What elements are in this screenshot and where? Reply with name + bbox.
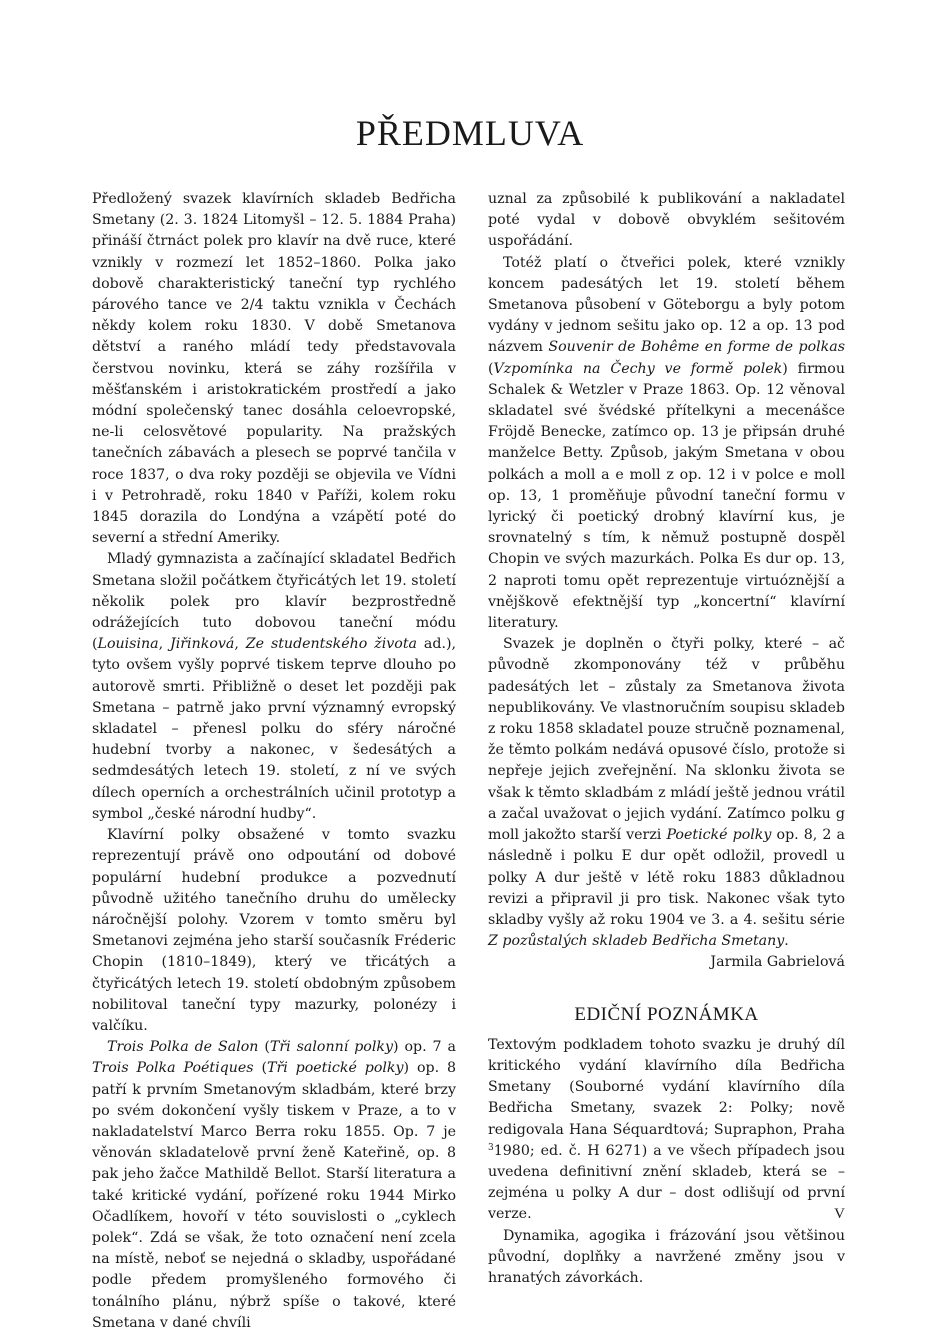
right-column	[488, 189, 845, 1289]
page-title: PŘEDMLUVA	[355, 113, 585, 153]
author-signature: Jarmila Gabrielová	[710, 954, 845, 971]
paragraph: Předložený svazek klavírních skladeb Bedřicha Smetany (2. 3. 1824 Litomyšl – 12. 5. 1884 Praha) přináší čtrnáct polek pro klavír na dvě ruce, které vznikly v rozmezí let 1852–1860. Polka jako dobově charakteristický taneční typ rychlého párového tance ve 2/4 taktu vznikla v Čechách někdy kolem roku 1830. V době Smetanova dětství a raného mládí tedy představovala čerstvou novinku, která se záhy rozšířila v měšťanském i aristokratickém prostředí a jako módní společenský tanec dosáhla celoevropské, ne-li celosvětové popularity. Na pražských tanečních zábavách a plesech se poprvé tančila v roce 1837, o dva roky později se objevila ve Vídni i v Petrohradě, roku 1840 v Paříži, kolem roku 1845 dorazila do Londýna a vzápětí poté do severní a střední Ameriky.	[92, 191, 456, 547]
paragraph: Trois Polka de Salon (Tři salonní polky) op. 7 a Trois Polka Poétiques (Tři poetické polky) op. 8 patří k prvním Smetanovým skladbám, které brzy po svém dokončení vyšly tiskem v Praze, a to v nakladatelství Marco Berra roku 1855. Op. 7 je věnován skladatelově první ženě Kateřině, op. 8 pak jeho žačce Mathildě Bellot. Starší literatura a také kritické vydání, pořízené roku 1944 Mirko Očadlíkem, hovoří v této souvislosti o „cyklech polek“. Zdá se však, že toto označení není zcela na místě, neboť se nejedná o skladby, uspořádané podle předem promyšleného formového či tonálního plánu, nýbrž spíše o takové, které Smetana v dané chvíli	[92, 1039, 457, 1331]
section-heading: EDIČNÍ POZNÁMKA	[574, 1003, 759, 1025]
paragraph: Mladý gymnazista a začínající skladatel Bedřich Smetana složil počátkem čtyřicátých let 19. století několik polek pro klavír bezprostředně odrážejících tuto dobovou taneční módu (Louisina, Jiřinková, Ze studentského života ad.), tyto ovšem vyšly poprvé tiskem teprve dlouho po autorově smrti. Přibližně o deset let později pak Smetana – patrně jako první významný evropský skladatel – přenesl polku do sféry náročné hudební tvorby a nakonec, v šedesátých a sedmdesátých letech 19. století, z ní ve svých dílech operních a orchestrálních učinil prototyp a symbol „české národní hudby“.	[92, 551, 456, 822]
paragraph: Totéž platí o čtveřici polek, které vznikly koncem padesátých let 19. století během Smetanova působení v Göteborgu a byly potom vydány v jednom sešitu jako op. 12 a op. 13 pod názvem Souvenir de Bohême en forme de polkas (Vzpomínka na Čechy ve formě polek) firmou Schalek & Wetzler v Praze 1863. Op. 12 věnoval skladatel své švédské přítelkyni a mecenášce Fröjdě Benecke, zatímco op. 13 je připsán druhé manželce Betty. Způsob, jakým Smetana v obou polkách a moll a e moll z op. 12 i v polce e moll op. 13, 1 proměňuje původní taneční formu v lyrický či poetický drobný klavírní kus, je srovnatelný s tím, k němuž postupně dospěl Chopin ve svých mazurkách. Polka Es dur op. 13, 2 naproti tomu opět reprezentuje virtuóznější a vnějškově efektnější typ „koncertní“ klavírní literatury.	[488, 254, 845, 632]
paragraph: Klavírní polky obsažené v tomto svazku reprezentují právě ono odpoutání od dobové populární hudební produkce a pozvednutí původně užitého tanečního druhu do umělecky náročnější polohy. Vzorem v tomto směru byl Smetanovi zejména jeho starší současník Fréderic Chopin (1810–1849), který ve třicátých a čtyřicátých letech 19. století obdobným způsobem nobilitoval taneční typy mazurky, polonézy i valčíku.	[92, 827, 456, 1034]
paragraph: uznal za způsobilé k publikování a nakladatel poté vydal v dobově obvyklém sešitovém uspořádání.	[488, 191, 845, 250]
page-number: V	[834, 1206, 845, 1222]
paragraph: Textovým podkladem tohoto svazku je druhý díl kritického vydání klavírního díla Bedřicha Smetany (Souborné vydání klavírního díla Bedřicha Smetany, svazek 2: Polky; nově redigovala Hana Séquardtová; Supraphon, Praha $^3$1980; ed. č. H 6271) a ve všech případech jsou uvedena definitivní znění skladeb, která se – zejména u polky A dur – dost odlišují od první verze.	[488, 1036, 845, 1223]
left-column	[92, 189, 456, 1334]
paragraph: Dynamika, agogika i frázování jsou většinou původní, doplňky a navržené změny jsou v hranatých závorkách.	[488, 1227, 845, 1286]
paragraph: Svazek je doplněn o čtyři polky, které – ač původně zkomponovány též v průběhu padesátých let – zůstaly za Smetanova života nepublikovány. Ve vlastnoručním soupisu skladeb z roku 1858 skladatel pouze stručně poznamenal, že těmto polkám nedává opusové číslo, protože si nepřeje jejich zveřejnění. Na sklonku života se však k těmto skladbám z mládí ještě jednou vrátil a začal uvažovat o jejich vydání. Zatímco polku g moll jakožto starší verzi Poetické polky op. 8, 2 a následně i polku E dur opět odložil, provedl u polky A dur ještě v létě roku 1883 důkladnou revizi a připravil ji pro tisk. Nakonec však tyto skladby vyšly až roku 1904 ve 3. a 4. sešitu série Z pozůstalých skladeb Bedřicha Smetany.	[488, 636, 845, 950]
